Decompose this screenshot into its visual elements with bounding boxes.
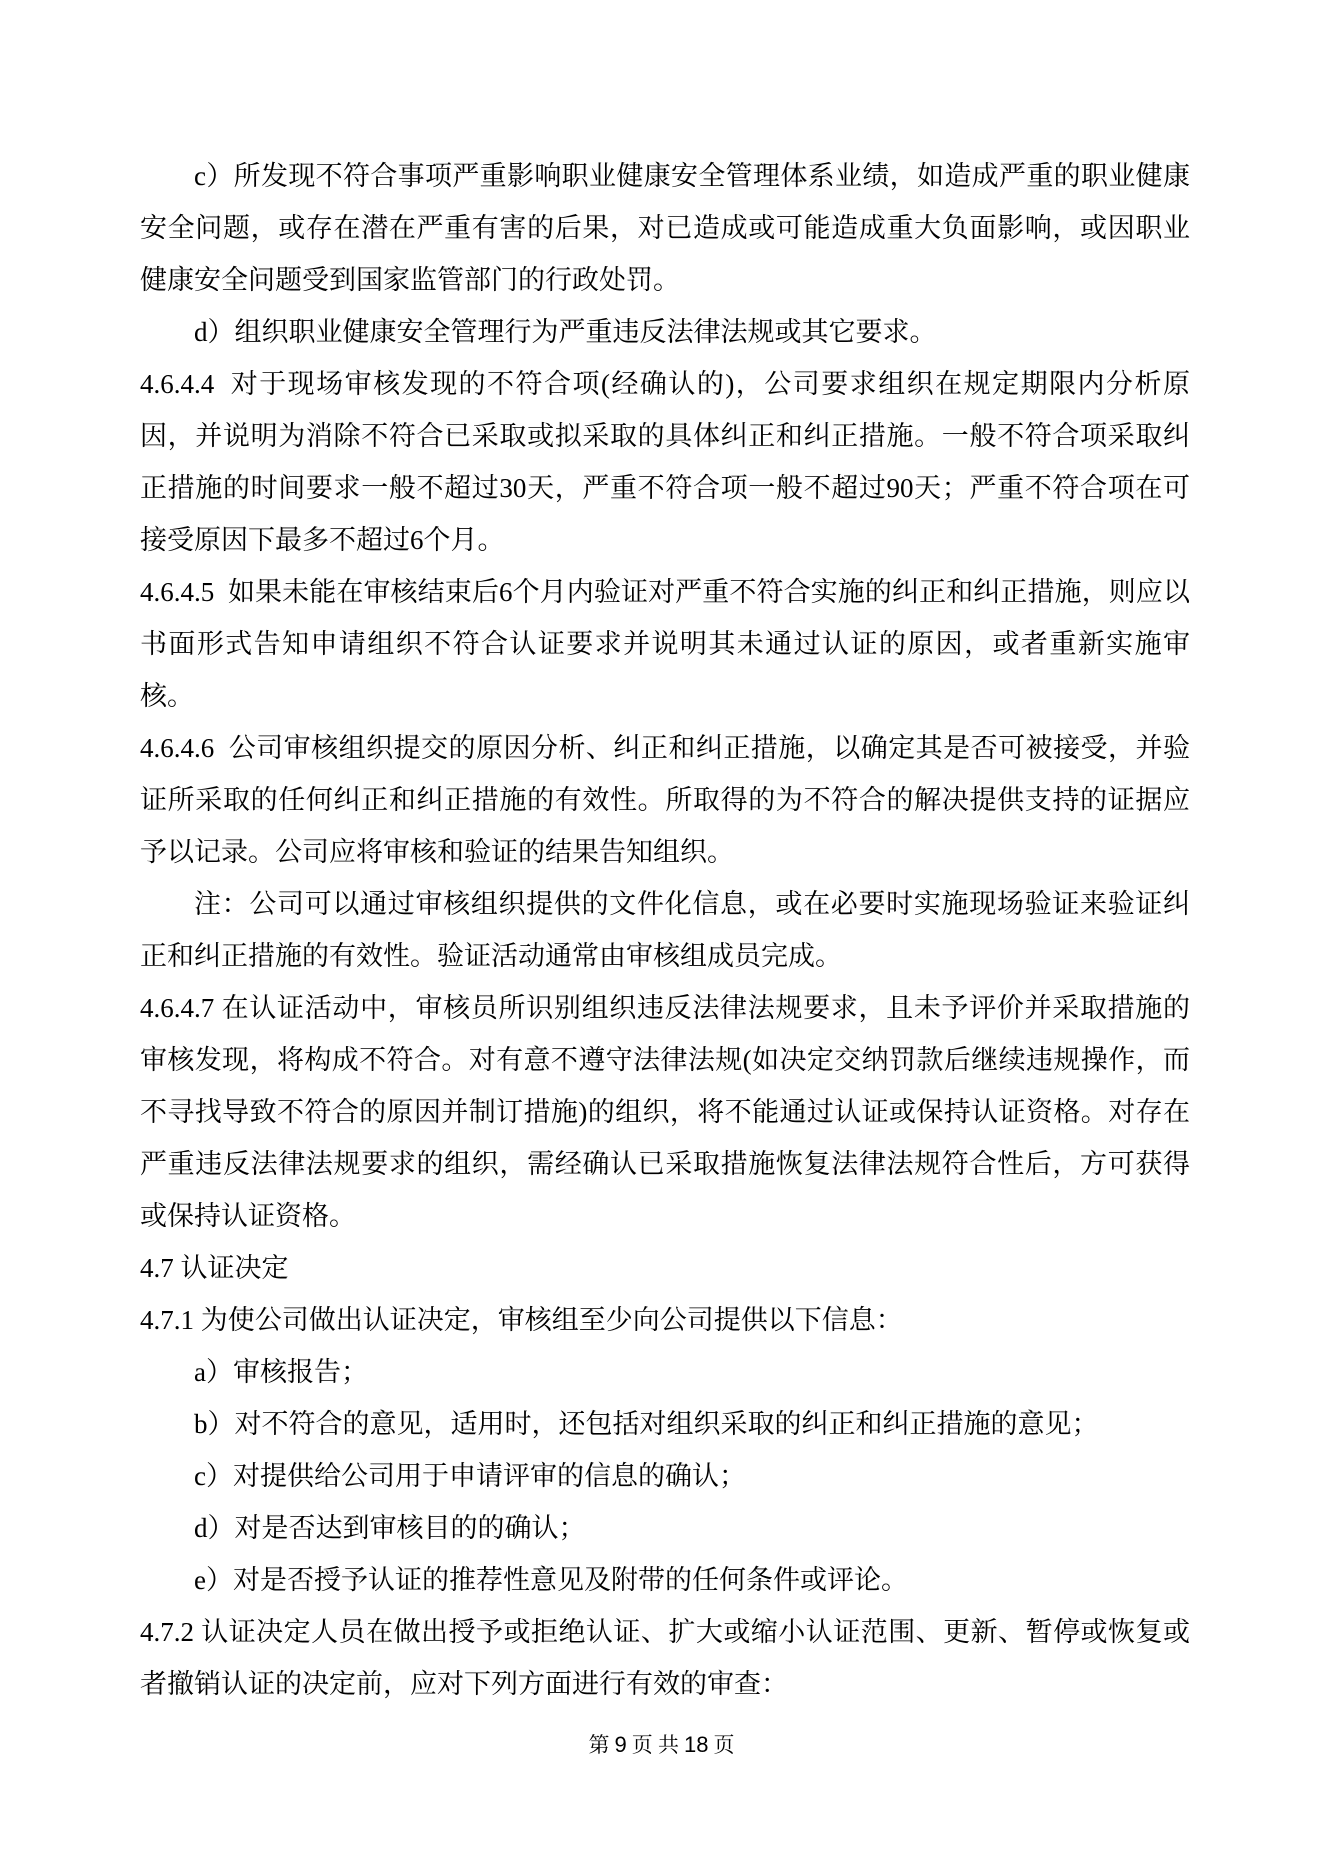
clause-4-7-2: 4.7.2 认证决定人员在做出授予或拒绝认证、扩大或缩小认证范围、更新、暂停或恢复或者撤销认证的决定前，应对下列方面进行有效的审查： [140,1617,1190,1699]
footer-suffix-label: 页 [713,1733,735,1757]
clause-4-7-1: 4.7.1 为使公司做出认证决定，审核组至少向公司提供以下信息： [140,1305,903,1335]
list-item-c-severe-impact: c）所发现不符合事项严重影响职业健康安全管理体系业绩，如造成严重的职业健康安全问题，或存在潜在严重有害的后果，对已造成或可能造成重大负面影响，或因职业健康安全问题受到国家监管部门的行政处罚。 [140,161,1190,295]
list-item-b-nonconformity-opinion: b）对不符合的意见，适用时，还包括对组织采取的纠正和纠正措施的意见； [194,1409,1099,1439]
note-paragraph: 注：公司可以通过审核组织提供的文件化信息，或在必要时实施现场验证来验证纠正和纠正措施的有效性。验证活动通常由审核组成员完成。 [140,889,1190,971]
list-item-d-audit-objective-confirm: d）对是否达到审核目的的确认； [194,1513,586,1543]
section-heading-4-7: 4.7 认证决定 [140,1253,289,1283]
page-footer [0,1730,1323,1760]
footer-prefix-label: 第 [588,1733,610,1757]
page-number: 9 [614,1732,627,1757]
clause-4-6-4-4: 4.6.4.4 对于现场审核发现的不符合项(经确认的)，公司要求组织在规定期限内分析原因，并说明为消除不符合已采取或拟采取的具体纠正和纠正措施。一般不符合项采取纠正措施的时间要求一般不超过30天，严重不符合项一般不超过90天；严重不符合项在可接受原因下最多不超过6个月。 [140,369,1190,555]
clause-4-6-4-7: 4.6.4.7 在认证活动中，审核员所识别组织违反法律法规要求，且未予评价并采取措施的审核发现，将构成不符合。对有意不遵守法律法规(如决定交纳罚款后继续违规操作，而不寻找导致不符合的原因并制订措施)的组织，将不能通过认证或保持认证资格。对存在严重违反法律法规要求的组织，需经确认已采取措施恢复法律法规符合性后，方可获得或保持认证资格。 [140,993,1190,1231]
clause-4-6-4-6: 4.6.4.6 公司审核组织提交的原因分析、纠正和纠正措施，以确定其是否可被接受，并验证所采取的任何纠正和纠正措施的有效性。所取得的为不符合的解决提供支持的证据应予以记录。公司应将审核和验证的结果告知组织。 [140,733,1190,867]
clause-4-6-4-5: 4.6.4.5 如果未能在审核结束后6个月内验证对严重不符合实施的纠正和纠正措施，则应以书面形式告知申请组织不符合认证要求并说明其未通过认证的原因，或者重新实施审核。 [140,577,1190,711]
footer-middle-label: 页 共 [631,1733,679,1757]
list-item-c-application-info-confirm: c）对提供给公司用于申请评审的信息的确认； [194,1461,746,1491]
total-pages: 18 [684,1732,709,1757]
list-item-e-recommendation: e）对是否授予认证的推荐性意见及附带的任何条件或评论。 [194,1565,908,1595]
list-item-a-audit-report: a）审核报告； [194,1357,368,1387]
list-item-d-legal-violation: d）组织职业健康安全管理行为严重违反法律法规或其它要求。 [194,317,937,347]
